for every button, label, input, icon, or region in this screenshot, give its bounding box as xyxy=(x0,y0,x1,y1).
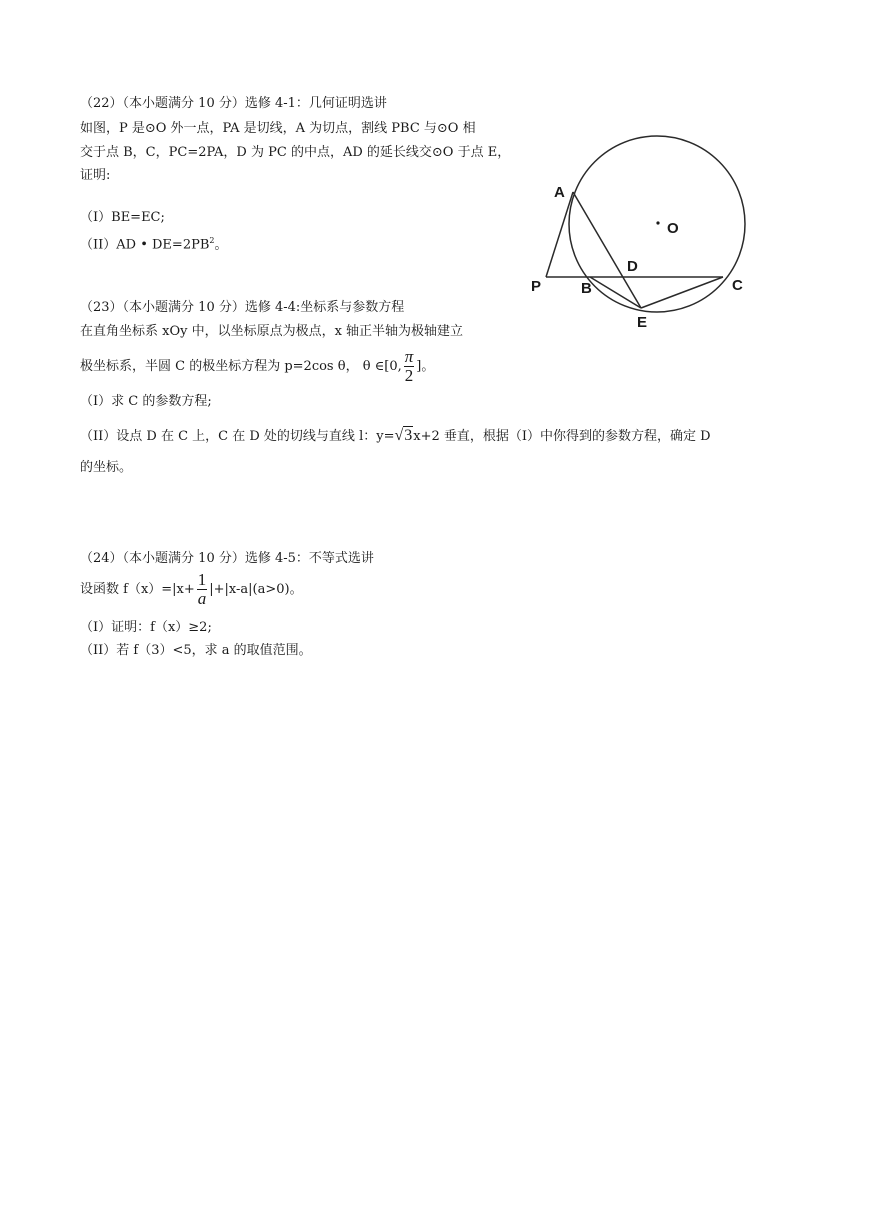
segment-be xyxy=(590,277,641,308)
sqrt-radicand: 3 xyxy=(404,427,413,444)
q23-line2-text: 极坐标系，半圆 C 的极坐标方程为 p=2cos θ， θ ∈[0, xyxy=(80,359,402,374)
label-d: D xyxy=(627,258,638,275)
q22-part1: （I）BE=EC; xyxy=(80,210,165,225)
q22-part2-text: （II）AD • DE=2PB xyxy=(80,237,210,253)
fraction-numerator: 1 xyxy=(197,570,207,589)
q23-part2-end: x+2 垂直，根据（I）中你得到的参数方程，确定 D xyxy=(413,429,711,444)
q23-line1: 在直角坐标系 xOy 中，以坐标原点为极点，x 轴正半轴为极轴建立 xyxy=(80,324,464,339)
segment-ce xyxy=(641,277,723,308)
label-p: P xyxy=(531,278,542,295)
q24-line1-end: |+|x-a|(a>0)。 xyxy=(209,582,303,597)
q24-header: （24）（本小题满分 10 分）选修 4-5：不等式选讲 xyxy=(80,551,374,566)
center-point-o xyxy=(656,221,659,224)
q24-line1 xyxy=(80,570,303,610)
q24-line1-text: 设函数 f（x）=|x+ xyxy=(80,582,195,597)
fraction-1-over-a xyxy=(197,571,208,608)
q22-line2: 交于点 B，C，PC=2PA，D 为 PC 的中点，AD 的延长线交⊙O 于点 E， xyxy=(80,145,511,160)
q22-line1: 如图，P 是⊙O 外一点，PA 是切线，A 为切点，割线 PBC 与⊙O 相 xyxy=(80,121,476,136)
q23-line2-end: ]。 xyxy=(416,359,435,374)
fraction-pi-over-2 xyxy=(404,348,415,385)
label-b: B xyxy=(581,280,592,297)
q22-part2-end: 。 xyxy=(214,237,228,253)
q22-line3: 证明: xyxy=(80,168,111,183)
q22-part2 xyxy=(80,233,228,253)
q22-header: （22）（本小题满分 10 分）选修 4-1：几何证明选讲 xyxy=(80,96,387,111)
label-c: C xyxy=(732,277,743,294)
q23-line2 xyxy=(80,348,434,385)
q23-part1: （I）求 C 的参数方程; xyxy=(80,394,212,409)
q23-part2-text: （II）设点 D 在 C 上，C 在 D 处的切线与直线 l：y= xyxy=(80,429,395,444)
label-o: O xyxy=(667,220,679,237)
label-a: A xyxy=(554,184,565,201)
sqrt-3: √3 xyxy=(394,427,413,444)
fraction-denominator: 2 xyxy=(404,366,414,385)
geometry-figure xyxy=(525,120,760,335)
fraction-denominator: a xyxy=(197,589,207,608)
q23-part2 xyxy=(80,428,711,445)
q24-part1: （I）证明：f（x）≥2; xyxy=(80,620,212,635)
q24-part2: （II）若 f（3）<5，求 a 的取值范围。 xyxy=(80,643,312,658)
label-e: E xyxy=(637,314,648,331)
q23-header: （23）（本小题满分 10 分）选修 4-4:坐标系与参数方程 xyxy=(80,300,405,315)
q23-part2-line2: 的坐标。 xyxy=(80,460,133,475)
fraction-numerator: π xyxy=(404,347,414,366)
q22-part2-exponent: 2 xyxy=(209,236,215,245)
